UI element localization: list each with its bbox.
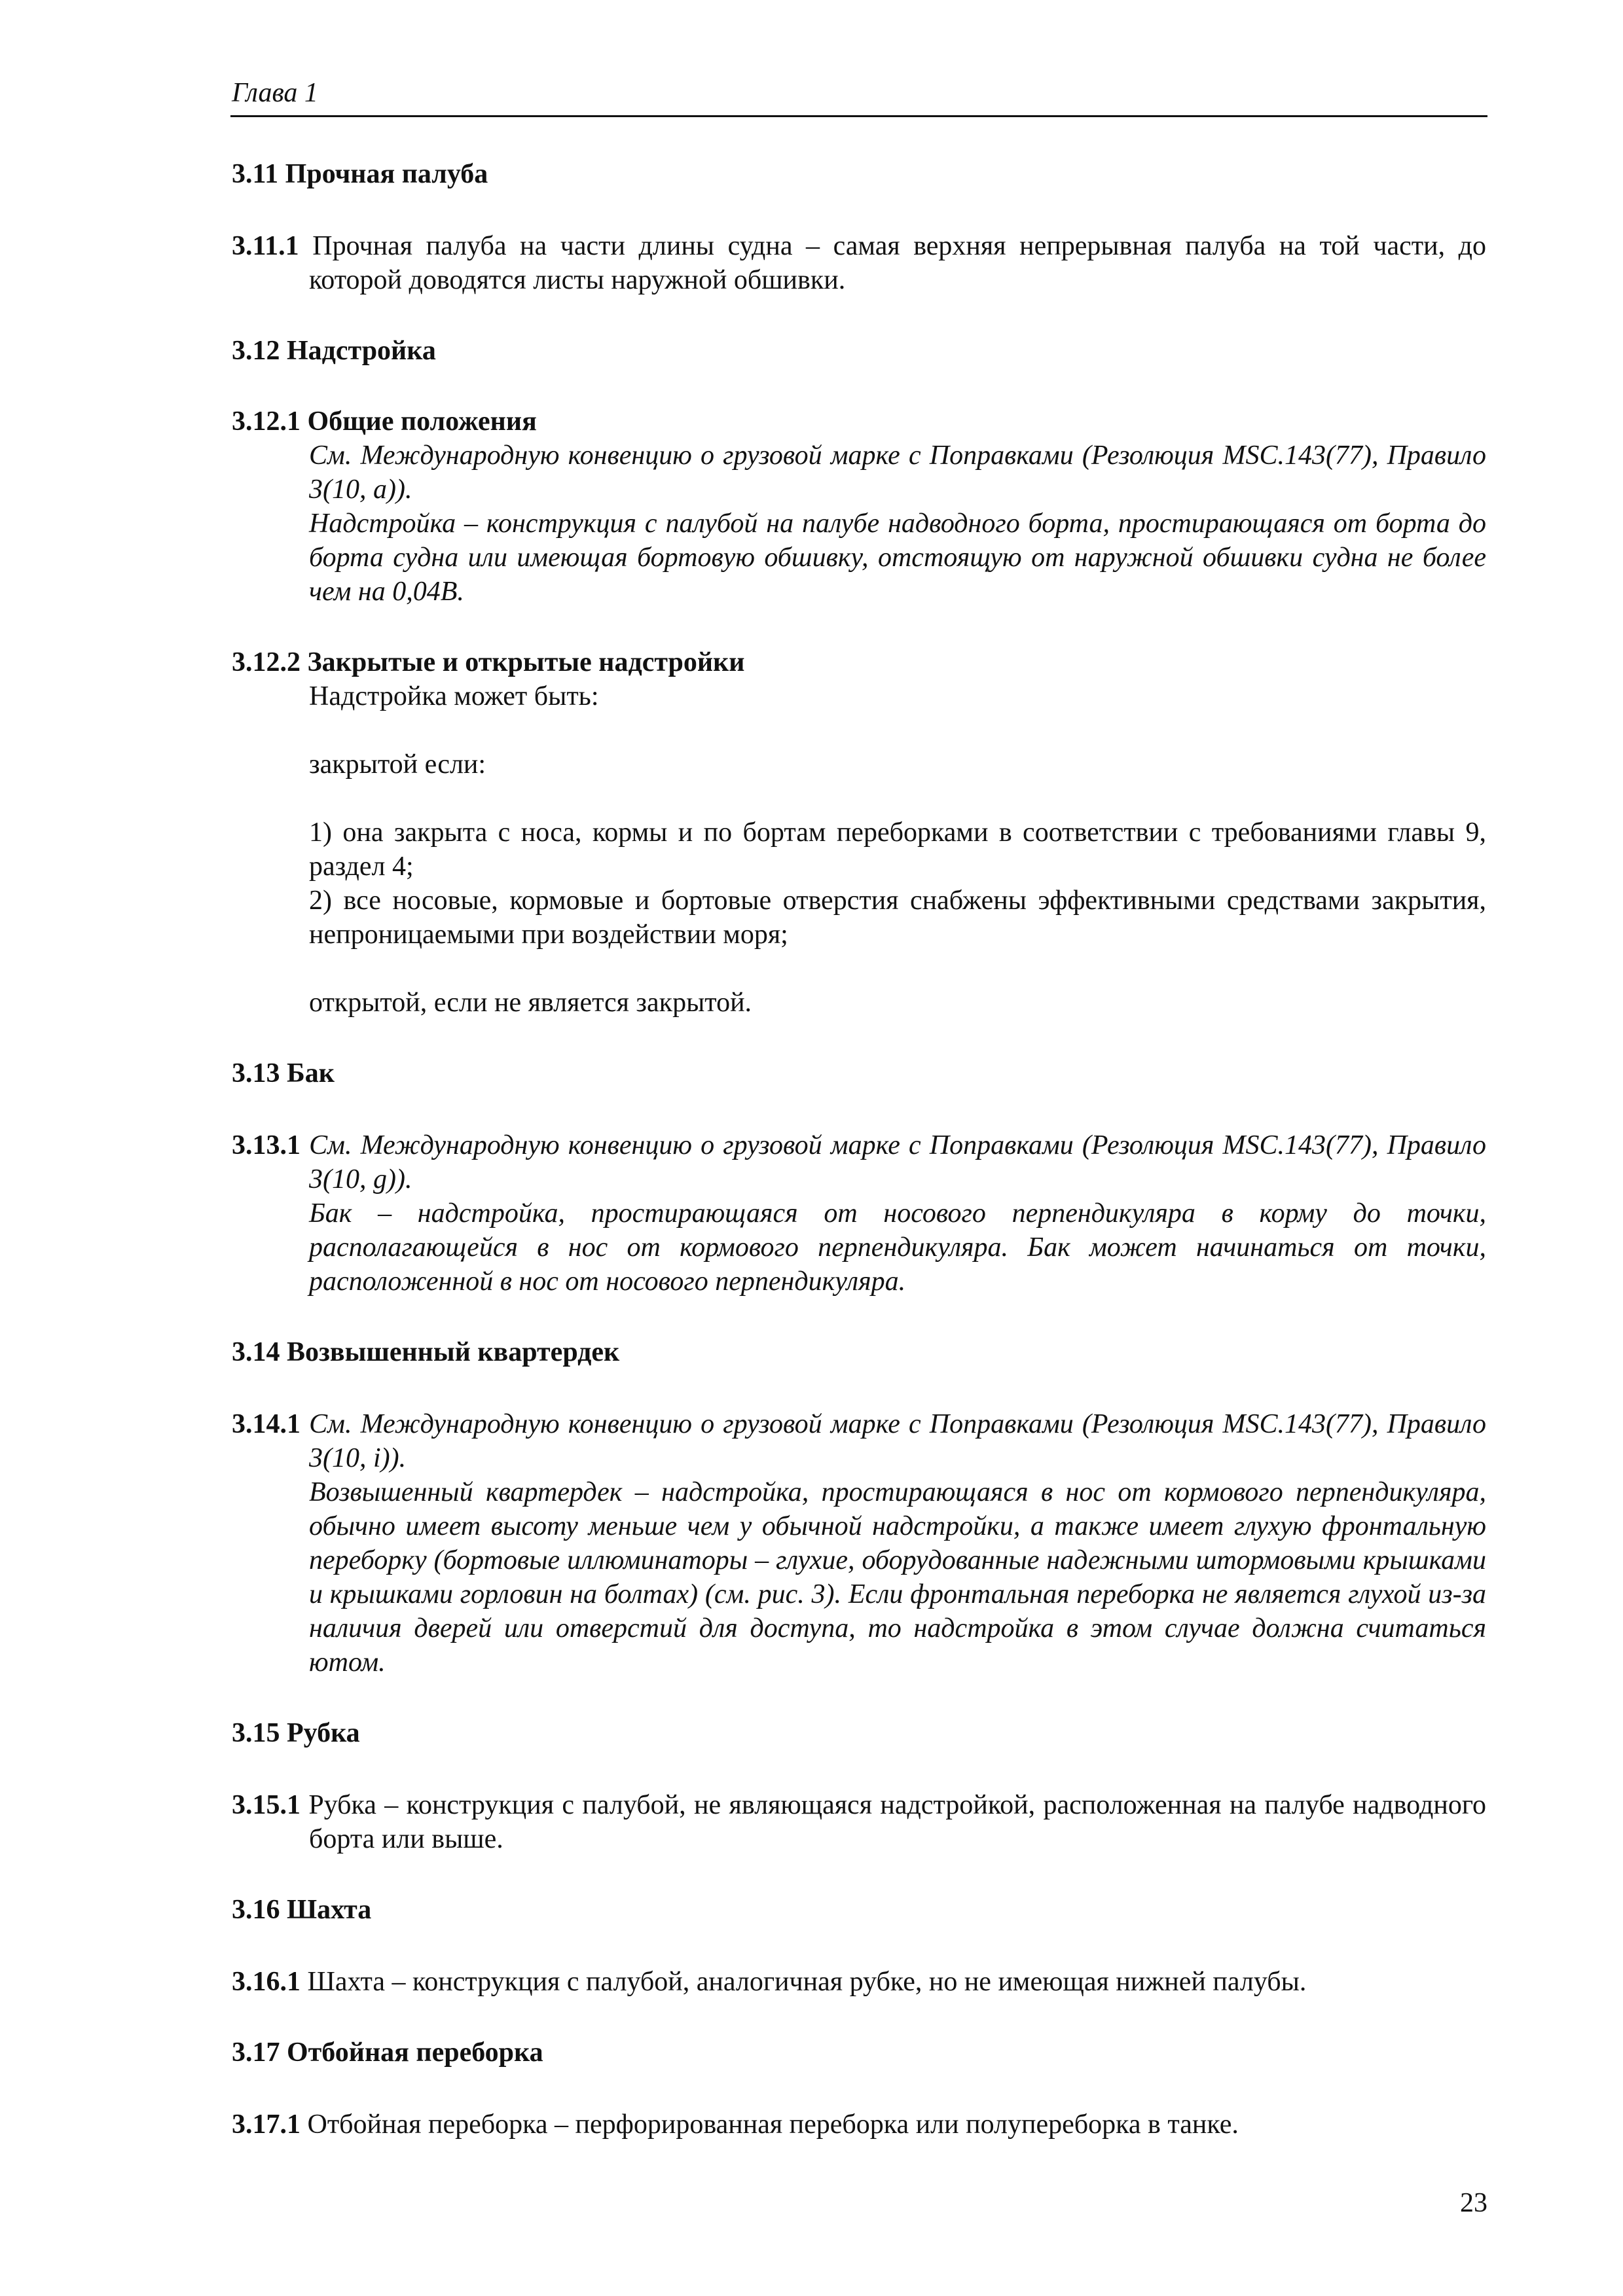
paragraph-3-16-1: [232, 1965, 1486, 1999]
reference-text: См. Международную конвенцию о грузовой марке с Поправками (Резолюция MSC.143(77), Правило 3(10, i)).: [301, 1409, 1486, 1473]
paragraph-3-13-1: [232, 1128, 1486, 1196]
reference-3-12-1: См. Международную конвенцию о грузовой марке с Поправками (Резолюция MSC.143(77), Правило 3(10, a)).: [309, 440, 1486, 505]
page-number: 23: [1460, 2188, 1487, 2218]
paragraph-3-14-1: [232, 1407, 1486, 1475]
page-content: [232, 157, 1486, 2142]
definition-3-14-1: Возвышенный квартердек – надстройка, простирающаяся в нос от кормового перпендикуляра, обычно имеет высоту меньше чем у обычной надстройки, а также имеет глухую фронтальную переборку (бортовые иллюминаторы – глухие, оборудованные надежными штормовыми крышками и крышками горловин на болтах) (см. рис. 3). Если фронтальная переборка не является глухой из-за наличия дверей или отверстий для доступа, то надстройка в этом случае должна считаться ютом.: [309, 1477, 1486, 1677]
section-heading-3-13: 3.13 Бак: [232, 1058, 335, 1088]
paragraph-number: 3.11.1: [232, 231, 299, 261]
paragraph-text: Прочная палуба на части длины судна – самая верхняя непрерывная палуба на той части, до которой доводятся листы наружной обшивки.: [299, 231, 1486, 295]
paragraph-number: 3.14.1: [232, 1409, 301, 1439]
section-heading-3-16: 3.16 Шахта: [232, 1895, 372, 1925]
subsection-heading-3-12-2: 3.12.2 Закрытые и открытые надстройки: [232, 647, 745, 677]
section-heading-3-17: 3.17 Отбойная переборка: [232, 2037, 543, 2068]
paragraph-number: 3.16.1: [232, 1967, 301, 1997]
section-heading-3-15: 3.15 Рубка: [232, 1718, 360, 1748]
subsection-heading-3-12-1: 3.12.1 Общие положения: [232, 406, 537, 437]
section-heading-3-11: 3.11 Прочная палуба: [232, 159, 488, 189]
paragraph-3-15-1: [232, 1788, 1486, 1856]
paragraph-number: 3.15.1: [232, 1790, 301, 1820]
paragraph-3-17-1: [232, 2108, 1486, 2142]
chapter-header: Глава 1: [232, 78, 318, 108]
section-heading-3-12: 3.12 Надстройка: [232, 336, 436, 366]
reference-text: См. Международную конвенцию о грузовой марке с Поправками (Резолюция MSC.143(77), Правило 3(10, g)).: [301, 1130, 1486, 1194]
paragraph-number: 3.17.1: [232, 2109, 301, 2140]
closed-condition-1: 1) она закрыта с носа, кормы и по бортам переборками в соответствии с требованиями главы 9, раздел 4;: [309, 817, 1486, 882]
closed-condition-2: 2) все носовые, кормовые и бортовые отверстия снабжены эффективными средствами закрытия, непроницаемыми при воздействии моря;: [309, 886, 1486, 950]
paragraph-text: Шахта – конструкция с палубой, аналогичная рубке, но не имеющая нижней палубы.: [301, 1967, 1307, 1997]
definition-3-13-1: Бак – надстройка, простирающаяся от носового перпендикуляра в корму до точки, располагающейся в нос от кормового перпендикуляра. Бак может начинаться от точки, расположенной в нос от носового перпендикуляра.: [309, 1198, 1486, 1297]
section-heading-3-14: 3.14 Возвышенный квартердек: [232, 1337, 620, 1367]
definition-3-12-1: Надстройка – конструкция с палубой на палубе надводного борта, простирающаяся от борта до борта судна или имеющая бортовую обшивку, отстоящую от наружной обшивки судна не более чем на 0,04B.: [309, 509, 1486, 607]
paragraph-text: Отбойная переборка – перфорированная переборка или полупереборка в танке.: [301, 2109, 1239, 2140]
open-label: открытой, если не является закрытой.: [309, 988, 752, 1018]
header-rule: [230, 115, 1487, 117]
paragraph-number: 3.13.1: [232, 1130, 301, 1160]
paragraph-text: Рубка – конструкция с палубой, не являющаяся надстройкой, расположенная на палубе надводного борта или выше.: [301, 1790, 1486, 1854]
intro-3-12-2: Надстройка может быть:: [309, 681, 599, 711]
closed-label: закрытой если:: [309, 749, 486, 780]
paragraph-3-11-1: [232, 229, 1486, 297]
